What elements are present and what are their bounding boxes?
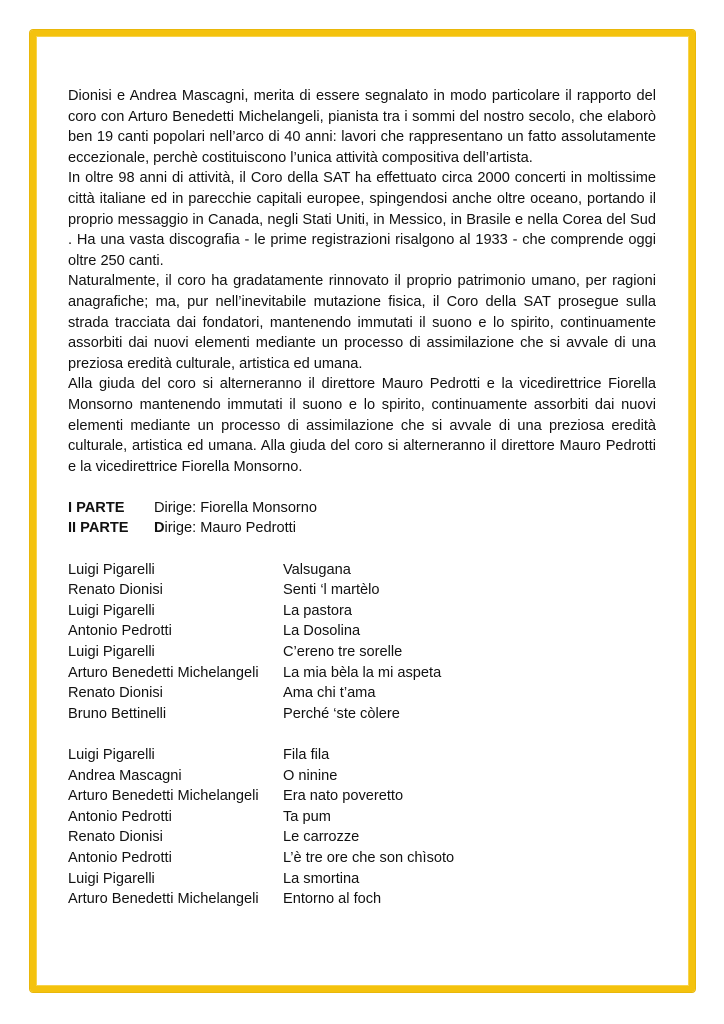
- part-director: [154, 518, 296, 539]
- song-title: La pastora: [283, 602, 352, 619]
- song-composer: Andrea Mascagni: [68, 767, 182, 784]
- song-title: Ama chi t’ama: [283, 685, 376, 702]
- song-composer: Antonio Pedrotti: [68, 849, 172, 866]
- song-row: [68, 889, 656, 910]
- song-title: Entorno al foch: [283, 891, 382, 908]
- song-row: [68, 704, 656, 725]
- paragraph: In oltre 98 anni di attività, il Coro della SAT ha effettuato circa 2000 concerti in moltissime città italiane ed in parecchie capitali europee, spingendosi anche oltre oceano, portando il proprio messaggio in Canada, negli Stati Uniti, in Messico, in Brasile e nella Corea del Sud . Ha una vasta discografia - le prime registrazioni risalgono al 1933 - che comprende oggi oltre 250 canti.: [68, 170, 656, 269]
- song-row: [68, 642, 656, 663]
- part-director: Dirige: Fiorella Monsorno: [154, 499, 318, 516]
- song-composer: Renato Dionisi: [68, 685, 163, 702]
- song-composer: Luigi Pigarelli: [68, 561, 155, 578]
- song-row: [68, 786, 656, 807]
- paragraph: Dionisi e Andrea Mascagni, merita di essere segnalato in modo particolare il rapporto del coro con Arturo Benedetti Michelangeli, pianista tra i sommi del nostro secolo, che elaborò ben 19 canti popolari nell’arco di 40 anni: lavori che rappresentano un fatto assolutamente eccezionale, perchè costituiscono l’unica attività compositiva dell’artista.: [68, 88, 656, 166]
- paragraph: Alla giuda del coro si alterneranno il direttore Mauro Pedrotti e la vicedirettrice Fiorella Monsorno mantenendo immutati il suono e lo spirito, continuamente assorbiti dai nuovi elementi mediante un processo di assimilazione che si avvale di una preziosa eredità culturale, artistica ed umana. Alla giuda del coro si alterneranno il direttore Mauro Pedrotti e la vicedirettrice Fiorella Monsorno.: [68, 376, 656, 475]
- song-title: Era nato poveretto: [283, 788, 404, 805]
- song-composer: Luigi Pigarelli: [68, 870, 155, 887]
- song-row: [68, 869, 656, 890]
- spacer: [68, 724, 656, 745]
- song-row: [68, 848, 656, 869]
- song-row: [68, 580, 656, 601]
- song-composer: Arturo Benedetti Michelangeli: [68, 664, 259, 681]
- program-parts: [68, 498, 656, 539]
- song-row: [68, 807, 656, 828]
- document-body: [68, 86, 656, 910]
- song-title: Perché ‘ste còlere: [283, 705, 400, 722]
- song-title: L’è tre ore che son chìsoto: [283, 849, 455, 866]
- song-row: [68, 601, 656, 622]
- song-row: [68, 827, 656, 848]
- song-composer: Bruno Bettinelli: [68, 705, 167, 722]
- part-row: [68, 518, 656, 539]
- part-label: I PARTE: [68, 499, 125, 516]
- song-composer: Renato Dionisi: [68, 829, 163, 846]
- song-title: Fila fila: [283, 747, 330, 763]
- song-row: [68, 683, 656, 704]
- song-composer: Arturo Benedetti Michelangeli: [68, 788, 259, 805]
- song-row: [68, 663, 656, 684]
- song-composer: Luigi Pigarelli: [68, 644, 155, 661]
- song-composer: Arturo Benedetti Michelangeli: [68, 891, 259, 908]
- song-title: La Dosolina: [283, 623, 361, 640]
- song-composer: Renato Dionisi: [68, 582, 163, 599]
- song-title: O ninine: [283, 767, 338, 784]
- song-title: Ta pum: [283, 808, 331, 825]
- song-composer: Antonio Pedrotti: [68, 623, 172, 640]
- song-row: [68, 621, 656, 642]
- song-title: La smortina: [283, 870, 360, 887]
- song-list-part1: [68, 560, 656, 725]
- song-composer: Antonio Pedrotti: [68, 808, 172, 825]
- song-title: Le carrozze: [283, 829, 360, 846]
- song-list-part2: [68, 745, 656, 910]
- part-director-initial: D: [154, 520, 165, 537]
- song-row: [68, 560, 656, 581]
- song-row: [68, 766, 656, 787]
- spacer: [68, 539, 656, 560]
- spacer: [68, 477, 656, 498]
- song-composer: Luigi Pigarelli: [68, 747, 155, 763]
- song-title: Valsugana: [283, 561, 351, 578]
- part-label: II PARTE: [68, 520, 129, 537]
- song-row: [68, 745, 656, 766]
- song-title: C’ereno tre sorelle: [283, 644, 403, 661]
- song-composer: Luigi Pigarelli: [68, 602, 155, 619]
- part-row: [68, 498, 656, 519]
- part-director-rest: irige: Mauro Pedrotti: [164, 520, 296, 537]
- song-title: Senti ‘l martèlo: [283, 582, 380, 599]
- paragraph: Naturalmente, il coro ha gradatamente rinnovato il proprio patrimonio umano, per ragioni anagrafiche; ma, pur nell’inevitabile mutazione fisica, il Coro della SAT prosegue sulla strada tracciata dai fondatori, mantenendo immutati il suono e lo spirito, continuamente assorbiti dai nuovi elementi mediante un processo di assimilazione che si avvale di una preziosa eredità culturale, artistica ed umana.: [68, 273, 656, 372]
- song-title: La mia bèla la mi aspeta: [283, 664, 442, 681]
